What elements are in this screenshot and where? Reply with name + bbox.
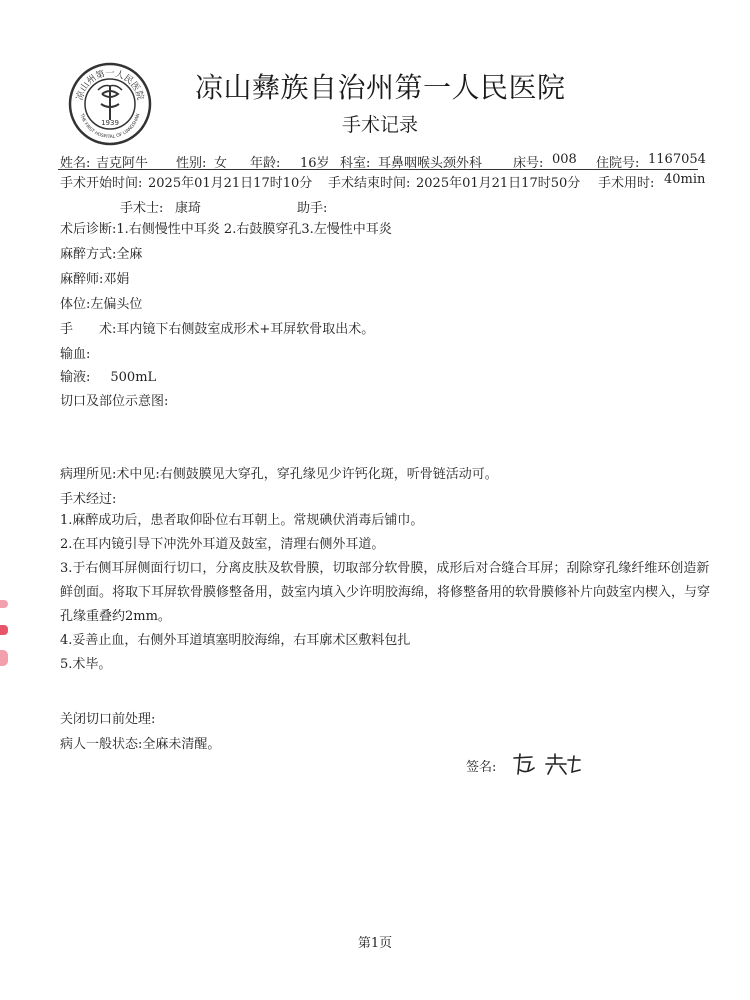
edge-stain-mark [0,625,8,635]
procedure-steps [60,509,712,677]
signature-label: 签名: [466,760,497,775]
operation-value: 耳内镜下右侧鼓室成形术+耳屏软骨取出术。 [116,322,375,337]
start-time: 2025年01月21日17时10分 [148,176,313,191]
procedure-step: 2.在耳内镜引导下冲洗外耳道及鼓室，清理右侧外耳道。 [60,537,385,552]
general-state-label: 病人一般状态: [60,737,143,752]
page-number: 第1页 [357,936,393,951]
seal-year: 1939 [101,119,119,127]
dept-label: 科室: [340,156,371,171]
surgeon-label: 手术士: [120,201,164,216]
closing-label: 关闭切口前处理: [60,712,156,727]
patient-age: 16岁 [300,156,330,171]
inpatient-label: 住院号: [596,156,640,171]
sex-label: 性别: [176,156,207,171]
diagnosis-value: 1.右侧慢性中耳炎 2.右鼓膜穿孔3.左慢性中耳炎 [116,222,392,237]
fluid-label: 输液: [60,370,91,385]
header-divider [58,169,698,170]
procedure-step: 3.于右侧耳屏侧面行切口，分离皮肤及软骨膜，切取部分软骨膜，成形后对合缝合耳屏；刮除穿孔缘纤维环创造新鲜创面。将取下耳屏软骨膜修整备用，鼓室内填入少许明胶海绵，将修整备用的软骨膜修补片向鼓室内楔入，与穿孔缘重叠约2mm。 [60,561,711,624]
procedure-step: 1.麻醉成功后，患者取仰卧位右耳朝上。常规碘伏消毒后铺巾。 [60,513,424,528]
position-label: 体位: [60,297,91,312]
end-time-label: 手术结束时间: [328,176,411,191]
seal-bottom-text: THE FIRST HOSPITAL OF LIANGSHAN [78,113,142,141]
anesthesia-line [60,243,142,262]
edge-stain-mark [0,600,8,608]
start-time-label: 手术开始时间: [60,176,143,191]
process-label: 手术经过: [60,492,117,507]
procedure-step: 5.术毕。 [60,657,112,672]
end-time: 2025年01月21日17时50分 [416,176,581,191]
position-line [60,293,142,312]
general-state-value: 全麻未清醒。 [142,737,221,752]
name-label: 姓名: [60,156,91,171]
patient-name: 吉克阿牛 [96,156,149,171]
pathology-value: 术中见:右侧鼓膜见大穿孔，穿孔缘见少许钙化斑，听骨链活动可。 [116,467,498,482]
diagnosis-line [60,218,392,237]
operation-line [60,318,374,337]
duration: 40min [664,172,706,187]
age-label: 年龄: [250,156,281,171]
pathology-label: 病理所见: [60,467,117,482]
blood-line [60,343,90,362]
handwritten-signature [508,748,588,778]
anesthesia-value: 全麻 [116,247,143,262]
assistant-label: 助手: [297,201,328,216]
anesthetist-label: 麻醉师: [60,272,104,287]
fluid-line [60,366,156,385]
general-state-line [60,733,220,752]
bed-label: 床号: [513,156,544,171]
blood-label: 输血: [60,347,91,362]
incision-diagram-label: 切口及部位示意图: [60,394,169,409]
diagnosis-label: 术后诊断: [60,222,117,237]
surgeon-name: 康琦 [175,201,202,216]
fluid-value: 500mL [110,370,157,385]
patient-bed: 008 [552,152,577,167]
position-value: 左偏头位 [90,297,143,312]
inpatient-number: 1167054 [648,152,706,167]
procedure-step: 4.妥善止血，右侧外耳道填塞明胶海绵，右耳廓术区敷料包扎 [60,633,411,648]
anesthesia-label: 麻醉方式: [60,247,117,262]
patient-dept: 耳鼻咽喉头颈外科 [378,156,483,171]
duration-label: 手术用时: [598,176,655,191]
seal-top-text: 凉山州第一人民医院 [75,69,145,102]
edge-stain-mark [0,650,8,666]
document-title: 手术记录 [342,114,419,136]
hospital-name: 凉山彝族自治州第一人民医院 [195,71,566,104]
operation-label: 手 术: [60,322,117,337]
anesthetist-value: 邓娟 [103,272,130,287]
hospital-seal-icon [68,62,152,146]
pathology-line [60,463,498,482]
anesthetist-line [60,268,129,287]
patient-sex: 女 [214,156,228,171]
